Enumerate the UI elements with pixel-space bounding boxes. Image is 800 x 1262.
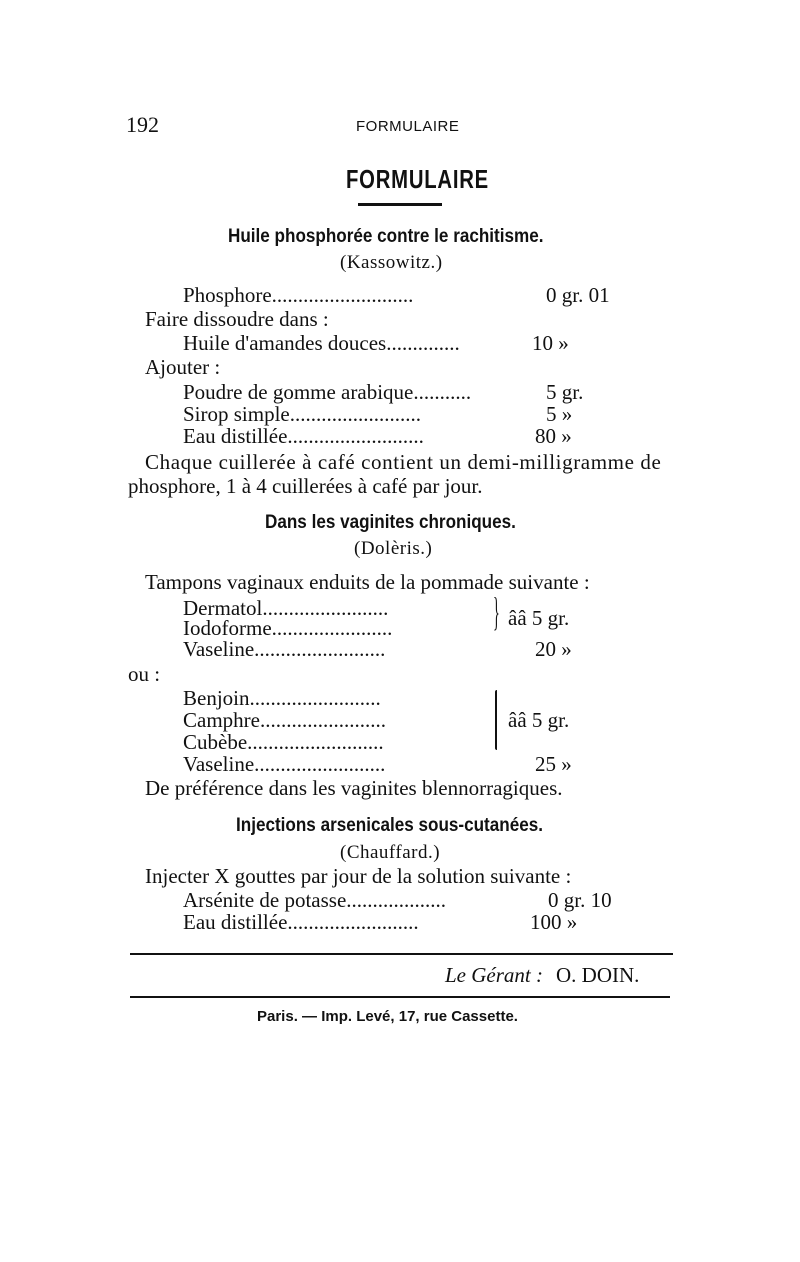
section-heading-rachitisme: Huile phosphorée contre le rachitisme. [228, 226, 544, 247]
footer-rule-bottom [130, 996, 670, 998]
section-heading-vaginites: Dans les vaginites chroniques. [265, 512, 516, 533]
ingredient-line: Eau distillée.......................... [183, 424, 424, 448]
ingredient-quantity: 5 » [546, 402, 573, 426]
ingredient-line: Vaseline......................... [183, 637, 386, 661]
ingredient-line: Sirop simple......................... [183, 402, 422, 426]
ingredient-quantity: 20 » [535, 637, 572, 661]
ingredient-quantity: 0 gr. 01 [546, 283, 610, 307]
brace: } [493, 589, 500, 634]
imprint-line: Paris. — Imp. Levé, 17, rue Cassette. [257, 1008, 518, 1025]
gerant-label: Le Gérant : [445, 963, 543, 987]
ingredient-line: Eau distillée......................... [183, 910, 419, 934]
outro-line: De préférence dans les vaginites blennorragiques. [145, 776, 563, 800]
ingredient-line: Phosphore........................... [183, 283, 414, 307]
page-title: FORMULAIRE [346, 164, 489, 194]
ingredient-line: Dermatol........................ [183, 596, 389, 620]
section-author-chauffard: (Chauffard.) [340, 842, 441, 863]
section-author-doleris: (Dolèris.) [354, 538, 433, 559]
instruction-line: Ajouter : [145, 355, 221, 379]
section-heading-injections: Injections arsenicales sous-cutanées. [236, 815, 543, 836]
title-rule [358, 203, 442, 206]
ingredient-line: Vaseline......................... [183, 752, 386, 776]
ingredient-quantity: ââ 5 gr. [508, 606, 570, 630]
gerant-name: O. DOIN. [556, 963, 640, 987]
ingredient-line: Arsénite de potasse................... [183, 888, 447, 912]
intro-line: Injecter X gouttes par jour de la solution suivante : [145, 864, 572, 888]
footer-rule-top [130, 953, 673, 955]
page-number: 192 [126, 112, 159, 137]
instruction-line: Faire dissoudre dans : [145, 307, 329, 331]
running-head: FORMULAIRE [356, 118, 460, 135]
paragraph-line: Chaque cuillerée à café contient un demi-milligramme de [145, 450, 662, 474]
ingredient-line: Iodoforme....................... [183, 616, 393, 640]
ingredient-line: Benjoin......................... [183, 686, 381, 710]
ingredient-quantity: 100 » [530, 910, 578, 934]
ingredient-line: Cubèbe.......................... [183, 730, 384, 754]
ingredient-quantity: ââ 5 gr. [508, 708, 570, 732]
ingredient-line: Camphre........................ [183, 708, 386, 732]
ingredient-quantity: 5 gr. [546, 380, 584, 404]
brace [495, 690, 499, 750]
ingredient-quantity: 25 » [535, 752, 572, 776]
or-line: ou : [128, 662, 161, 686]
paragraph-line: phosphore, 1 à 4 cuillerées à café par jour. [128, 474, 483, 498]
ingredient-line: Poudre de gomme arabique........... [183, 380, 472, 404]
ingredient-quantity: 0 gr. 10 [548, 888, 612, 912]
section-author-kassowitz: (Kassowitz.) [340, 252, 443, 273]
intro-line: Tampons vaginaux enduits de la pommade suivante : [145, 570, 590, 594]
ingredient-quantity: 80 » [535, 424, 572, 448]
ingredient-line: Huile d'amandes douces.............. [183, 331, 460, 355]
ingredient-quantity: 10 » [532, 331, 569, 355]
